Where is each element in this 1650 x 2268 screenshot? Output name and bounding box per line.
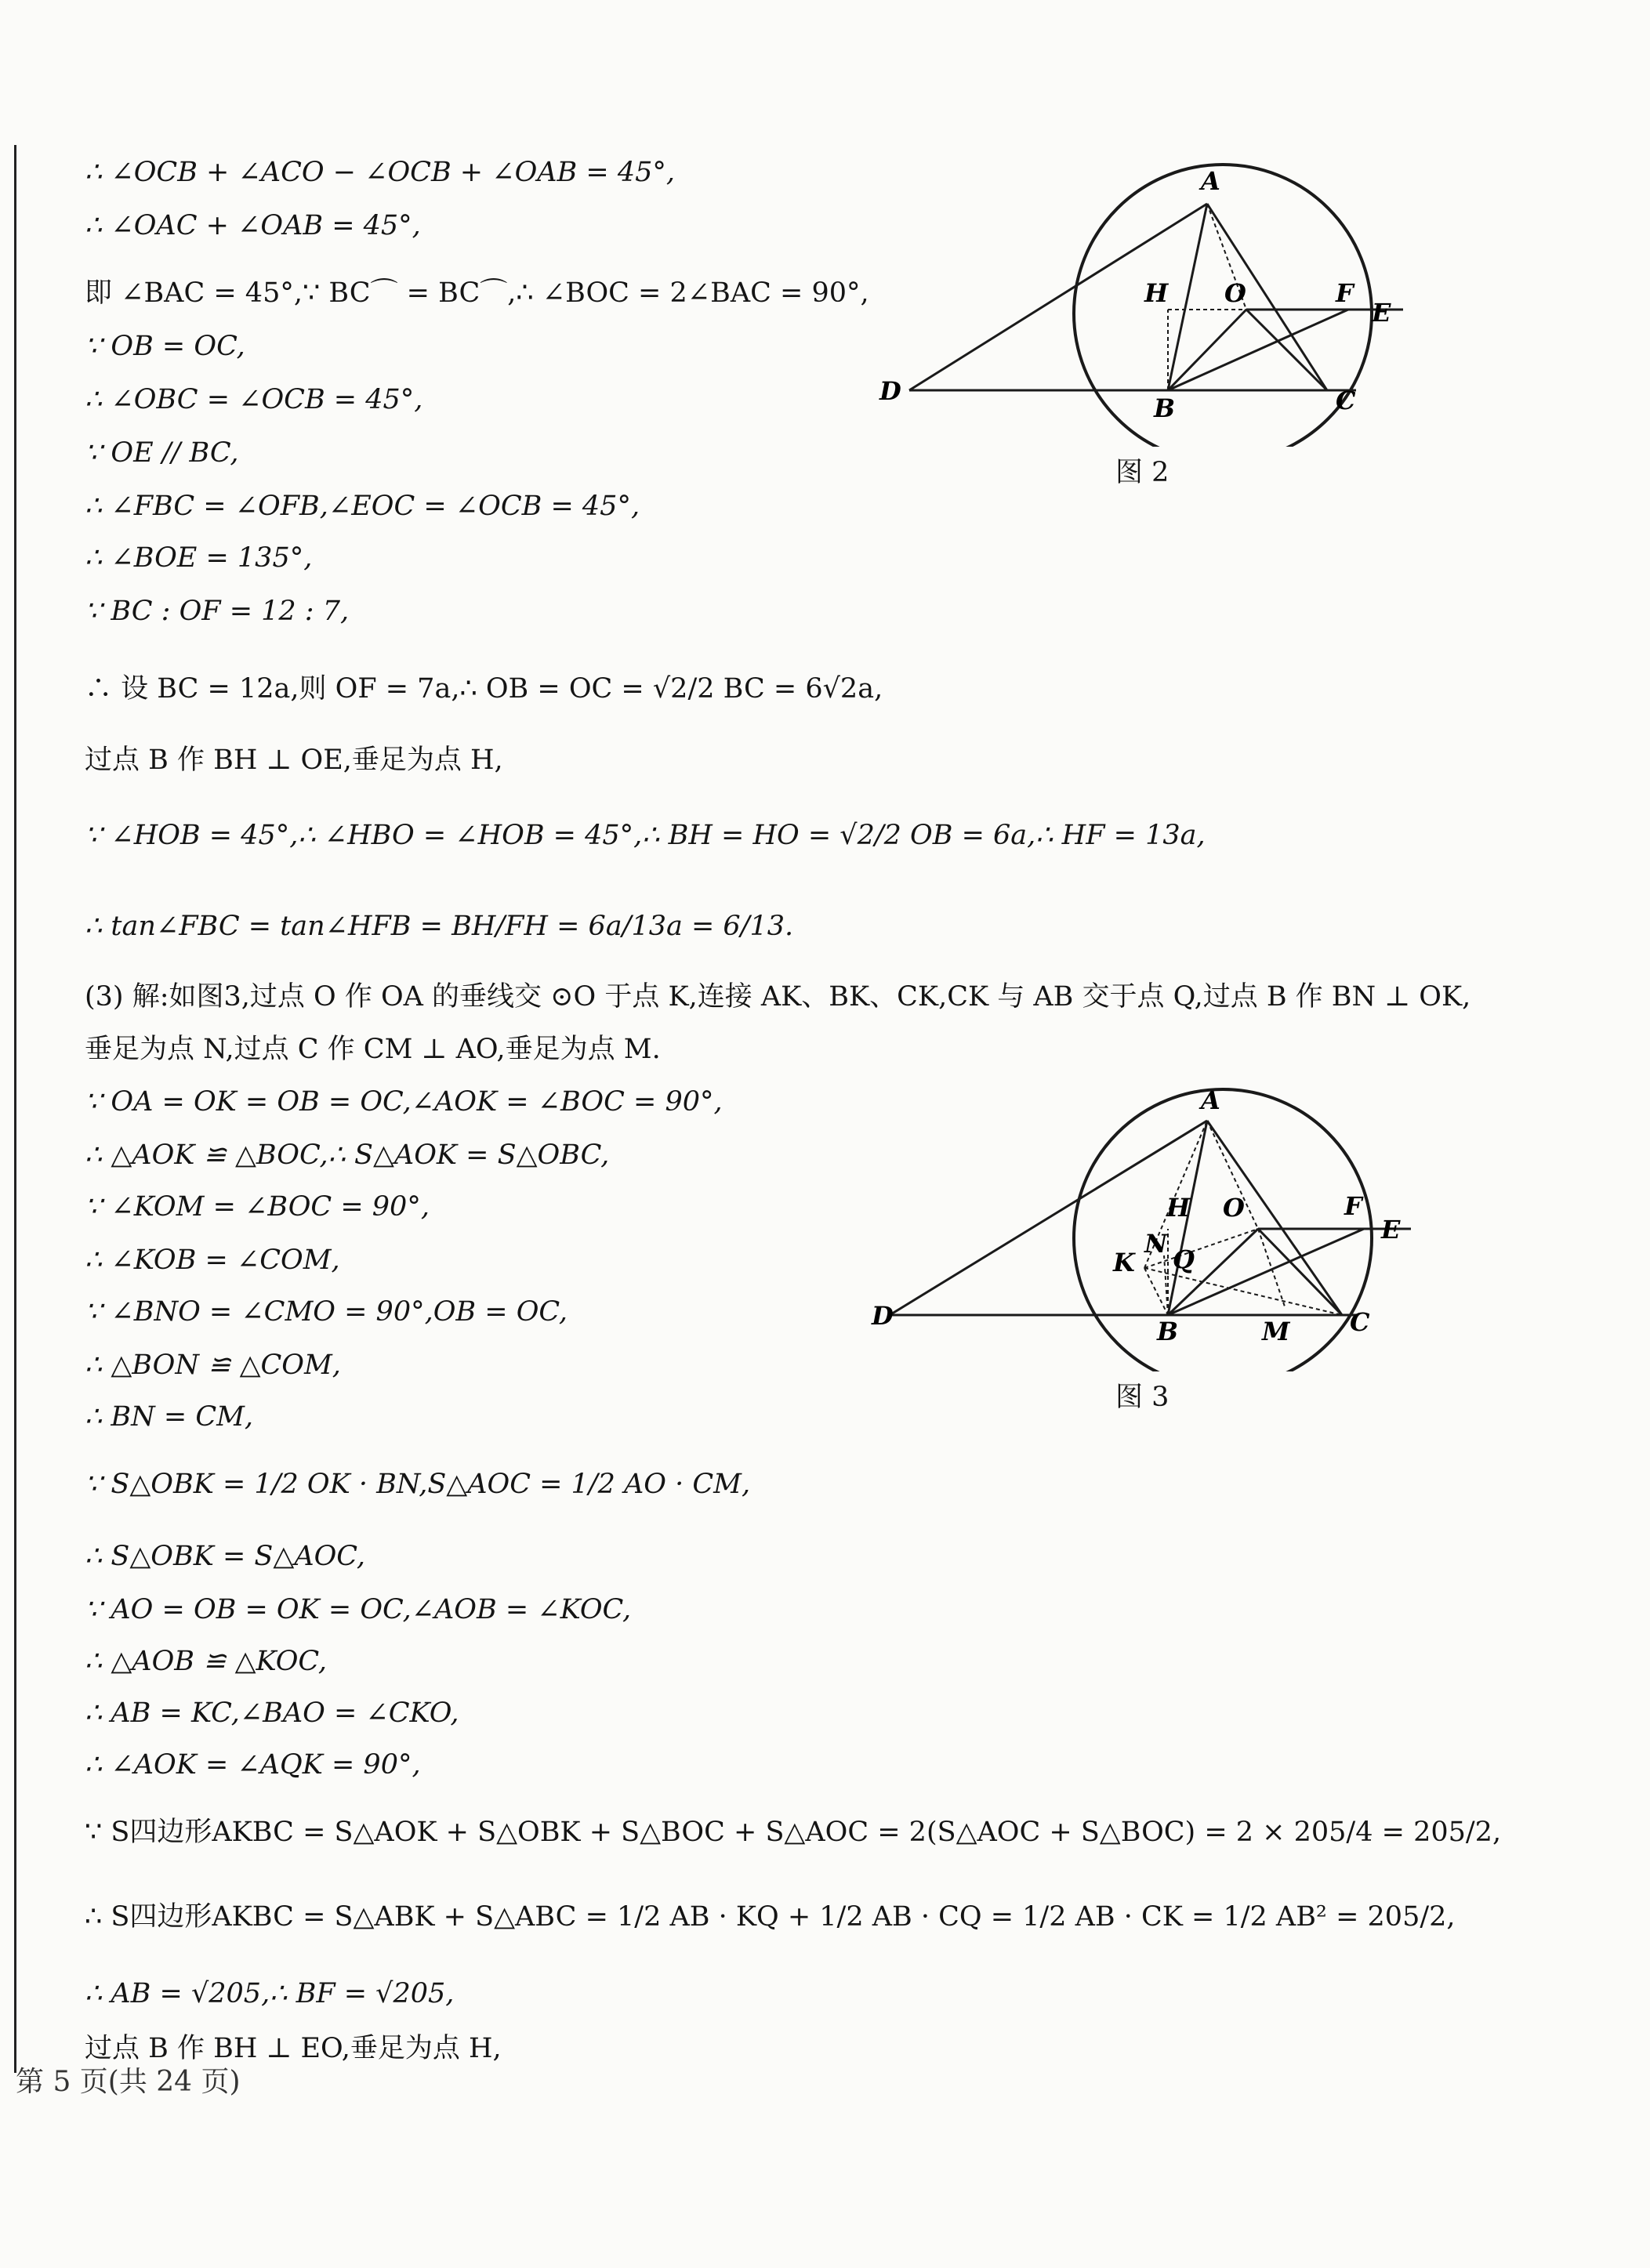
solution-line: ∴ ∠AOK = ∠AQK = 90°, (85, 1749, 421, 1781)
label-o: O (1224, 278, 1246, 308)
solution-line: ∵ ∠BNO = ∠CMO = 90°,OB = OC, (85, 1296, 568, 1328)
solution-line: ∵ OE // BC, (85, 437, 239, 469)
line-ab (1168, 204, 1207, 390)
label-h: H (1166, 1193, 1191, 1223)
solution-line: ∴ 设 BC = 12a,则 OF = 7a,∴ OB = OC = √2/2 BC = 6√2a, (85, 673, 883, 705)
label-d: D (879, 376, 901, 406)
label-n: N (1144, 1229, 1168, 1259)
label-m: M (1262, 1317, 1290, 1346)
solution-line: ∴ AB = KC,∠BAO = ∠CKO, (85, 1697, 459, 1729)
solution-line: 过点 B 作 BH ⊥ EO,垂足为点 H, (85, 2033, 502, 2064)
margin-rule (14, 145, 16, 2073)
label-k: K (1113, 1248, 1135, 1277)
circle-o (1074, 1089, 1372, 1371)
solution-line: ∴ AB = √205,∴ BF = √205, (85, 1978, 455, 2009)
solution-line: ∴ △AOB ≌ △KOC, (85, 1646, 328, 1677)
label-b: B (1157, 1317, 1179, 1346)
line-ob (1168, 310, 1246, 390)
circle-o (1074, 165, 1372, 447)
solution-line: ∴ ∠OCB + ∠ACO − ∠OCB + ∠OAB = 45°, (85, 157, 675, 188)
label-d: D (872, 1301, 894, 1331)
solution-line: ∴ △AOK ≌ △BOC,∴ S△AOK = S△OBC, (85, 1139, 610, 1171)
label-a: A (1201, 1085, 1220, 1115)
solution-line: ∵ ∠HOB = 45°,∴ ∠HBO = ∠HOB = 45°,∴ BH = HO = √2/2 OB = 6a,∴ HF = 13a, (85, 820, 1206, 851)
label-c: C (1350, 1307, 1370, 1337)
label-h: H (1144, 278, 1169, 308)
label-o: O (1223, 1193, 1245, 1223)
solution-line: ∴ S△OBK = S△AOC, (85, 1541, 365, 1572)
label-f: F (1336, 278, 1354, 308)
solution-line: ∴ △BON ≌ △COM, (85, 1350, 341, 1381)
solution-line: ∵ S四边形AKBC = S△AOK + S△OBK + S△BOC + S△AOC = 2(S△AOC + S△BOC) = 2 × 205/4 = 205/2, (85, 1817, 1502, 1848)
line-bf (1168, 1229, 1364, 1315)
solution-line: ∵ ∠KOM = ∠BOC = 90°, (85, 1191, 430, 1223)
label-c: C (1336, 386, 1356, 415)
solution-line: ∴ ∠KOB = ∠COM, (85, 1245, 340, 1276)
label-a: A (1201, 166, 1220, 196)
solution-line: ∴ ∠OAC + ∠OAB = 45°, (85, 210, 421, 241)
solution-line: ∴ ∠FBC = ∠OFB,∠EOC = ∠OCB = 45°, (85, 491, 640, 522)
solution-line: 垂足为点 N,过点 C 作 CM ⊥ AO,垂足为点 M. (85, 1034, 661, 1065)
label-b: B (1154, 393, 1176, 423)
solution-line: ∵ BC : OF = 12 : 7, (85, 596, 350, 627)
line-bk (1144, 1268, 1168, 1315)
solution-line: ∵ AO = OB = OK = OC,∠AOB = ∠KOC, (85, 1594, 632, 1625)
solution-line: ∴ ∠OBC = ∠OCB = 45°, (85, 384, 423, 415)
label-e: E (1381, 1215, 1401, 1245)
figure-2-caption: 图 2 (1115, 457, 1170, 488)
line-oc (1258, 1229, 1342, 1315)
solution-line: ∴ ∠BOE = 135°, (85, 542, 313, 574)
figure-2-diagram (862, 157, 1427, 447)
solution-line: ∵ OB = OC, (85, 331, 245, 362)
label-q: Q (1173, 1245, 1195, 1274)
label-e: E (1372, 298, 1391, 328)
margin-rule-lower (14, 1991, 16, 2065)
solution-line: 过点 B 作 BH ⊥ OE,垂足为点 H, (85, 745, 503, 776)
solution-line: 即 ∠BAC = 45°,∵ BC⌒ = BC⌒,∴ ∠BOC = 2∠BAC = 90°, (85, 277, 869, 309)
solution-line: ∴ BN = CM, (85, 1401, 254, 1433)
page-footer: 第 5 页(共 24 页) (16, 2066, 241, 2098)
line-da (890, 1121, 1207, 1315)
solution-line: ∴ tan∠FBC = tan∠HFB = BH/FH = 6a/13a = 6/13. (85, 911, 794, 942)
figure-3-diagram (862, 1081, 1427, 1371)
solution-line: ∴ S四边形AKBC = S△ABK + S△ABC = 1/2 AB · KQ + 1/2 AB · CQ = 1/2 AB · CK = 1/2 AB² = 205/2, (85, 1901, 1456, 1933)
solution-line: ∵ S△OBK = 1/2 OK · BN,S△AOC = 1/2 AO · CM, (85, 1469, 751, 1500)
solution-line: (3) 解:如图3,过点 O 作 OA 的垂线交 ⊙O 于点 K,连接 AK、BK、CK,CK 与 AB 交于点 Q,过点 B 作 BN ⊥ OK, (85, 981, 1471, 1013)
figure-3-caption: 图 3 (1115, 1382, 1170, 1413)
label-f: F (1344, 1191, 1362, 1221)
solution-line: ∵ OA = OK = OB = OC,∠AOK = ∠BOC = 90°, (85, 1086, 723, 1118)
